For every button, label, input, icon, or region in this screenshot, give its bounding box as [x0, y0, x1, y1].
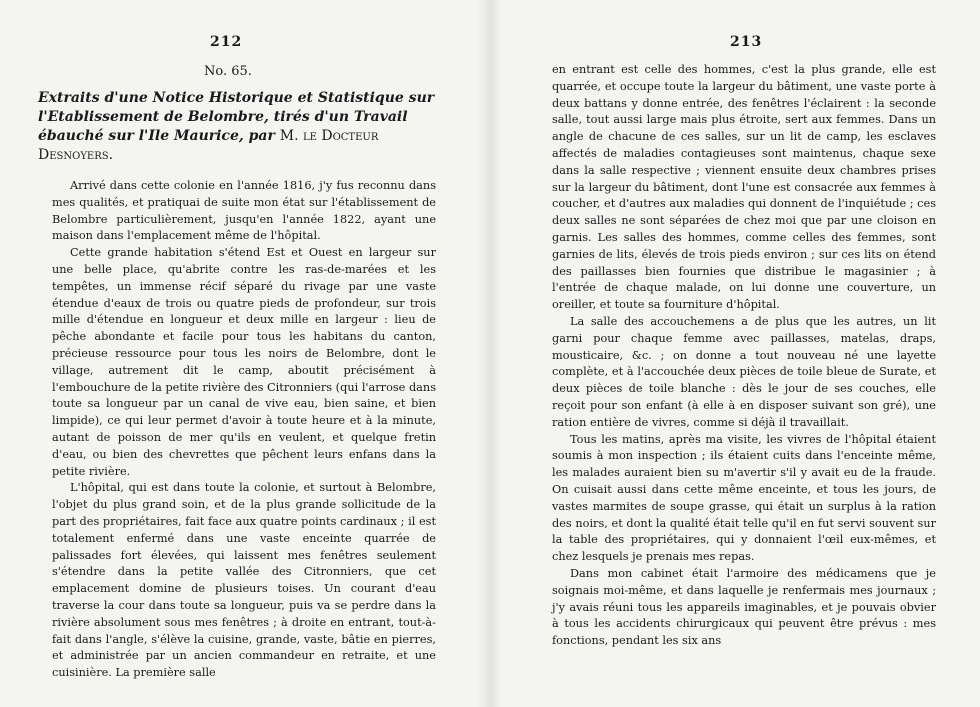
paragraph: Tous les matins, après ma visite, les vivres de l'hôpital étaient soumis à mon inspection ; ils étaient cuits dans l'enceinte même, les malades auraient bien su m'avertir s'il y avait eu de la fraude. On cuisait aussi dans cette même enceinte, et tous les jours, de vastes marmites de soupe grasse, qui était un surplus à la ration des noirs, et dont la qualité était telle qu'il en fut servi souvent sur la table des propriétaires, qui y donnaient l'œil eux-mêmes, et chez lesquels je prenais mes repas.	[552, 432, 936, 564]
paragraph: Cette grande habitation s'étend Est et Ouest en largeur sur une belle place, qu'abrite contre les ras-de-marées et les tempêtes, un immense récif séparé du rivage par une vaste étendue d'eaux de trois ou quatre pieds de profondeur, sur trois mille d'étendue en longueur et deux mille en largeur : lieu de pêche abondante et facile pour tous les habitans du canton, précieuse ressource pour tous les noirs de Belombre, dont le village, autrement dit le camp, aboutit précisément à l'embouchure de la petite rivière des Citronniers (qui l'arrose dans toute sa longueur par un canal de vive eau, bien saine, et bien limpide), ce qui leur permet d'avoir à toute heure et à la minute, autant de poisson de mer qu'ils en veulent, et quelque fretin d'eau, ou bien des chevrettes que pêchent leurs enfans dans la petite rivière.	[52, 246, 436, 478]
page-number: 213	[730, 34, 763, 50]
notice-title	[38, 89, 438, 165]
title-author: M. le Docteur Desnoyers.	[38, 128, 379, 163]
right-body-text	[552, 62, 936, 650]
document-number: No. 65.	[204, 64, 252, 79]
paragraph: Dans mon cabinet était l'armoire des médicamens que je soignais moi-même, et dans laquelle je renfermais mes journaux ; j'y avais réuni tous les appareils imaginables, et je pouvais obvier à tous les accidents chirurgicaux qui peuvent être prévus : mes fonctions, pendant les six ans	[552, 566, 936, 648]
paragraph: La salle des accouchemens a de plus que les autres, un lit garni pour chaque femme avec paillasses, matelas, draps, mousticaire, &c. ; on donne a tout nouveau né une layette complète, et à l'accouchée deux pièces de toile bleue de Surate, et deux pièces de toile blanche : dès le jour de ses couches, elle reçoit pour son enfant (à elle à en disposer suivant son gré), une ration entière de vivres, comme si déjà il travaillait.	[552, 314, 936, 429]
paragraph: Arrivé dans cette colonie en l'année 1816, j'y fus reconnu dans mes qualités, et pratiquai de suite mon état sur l'établissement de Belombre particulièrement, jusqu'en l'année 1822, ayant une maison dans l'emplacement même de l'hôpital.	[52, 179, 436, 243]
title-main: Extraits d'une Notice Historique et Statistique sur l'Etablissement de Belombre, tirés d'un Travail ébauché sur l'Ile Maurice, par	[38, 90, 435, 144]
page-number: 212	[210, 34, 243, 50]
paragraph: L'hôpital, qui est dans toute la colonie, et surtout à Belombre, l'objet du plus grand soin, et de la plus grande sollicitude de la part des propriétaires, fait face aux quatre points cardinaux ; il est totalement enfermé dans une vaste enceinte quarrée de palissades fort élevées, qui laissent mes fenêtres seulement s'étendre dans la petite vallée des Citronniers, que cet emplacement domine de plusieurs toises. Un courant d'eau traverse la cour dans toute sa longueur, puis va se perdre dans la rivière absolument sous mes fenêtres ; à droite en entrant, tout-à-fait dans l'angle, s'élève la cuisine, grande, vaste, bâtie en pierres, et administrée par un ancien commandeur en retraite, et une cuisinière. La première salle	[52, 481, 436, 680]
paragraph-continuation: en entrant est celle des hommes, c'est la plus grande, elle est quarrée, et occupe toute la largeur du bâtiment, une vaste porte à deux battans y donne entrée, des fenêtres l'éclairent : la seconde salle, tout aussi large mais plus étroite, sert aux femmes. Dans un angle de chacune de ces salles, sur un lit de camp, les esclaves affectés de maladies contagieuses sont maintenus, chaque sexe dans la salle respective ; viennent ensuite deux chambres prises sur la largeur du bâtiment, dont l'une est consacrée aux femmes à coucher, et d'autres aux maladies qui donnent de l'inquiétude ; ces deux salles ne sont séparées de chez moi que par une cloison en garnis. Les salles des hommes, comme celles des femmes, sont garnies de lits, élevés de trois pieds environ ; sur ces lits on étend des paillasses bien fournies que distribue le magasinier ; à l'entrée de chaque malade, on lui donne une couverture, un oreiller, et toute sa fourniture d'hôpital.	[552, 63, 936, 312]
right-page	[490, 0, 980, 707]
left-body-text	[52, 178, 436, 682]
